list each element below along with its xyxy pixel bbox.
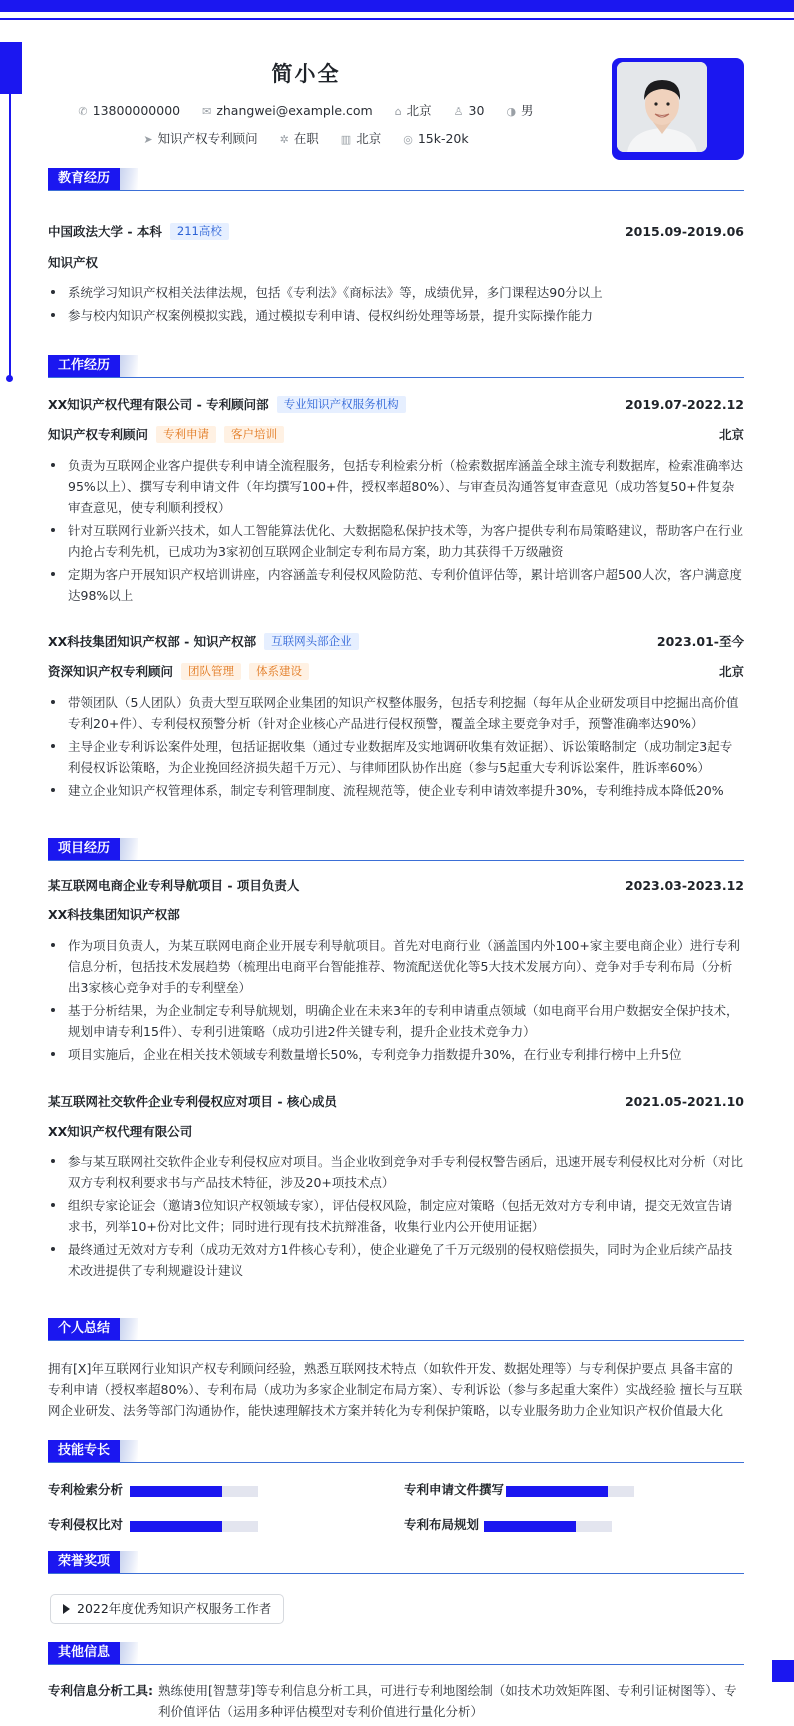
section-work	[48, 355, 744, 378]
top-accent-bar	[0, 0, 794, 12]
award-text: 2022年度优秀知识产权服务工作者	[77, 1601, 272, 1616]
contact-row	[0, 101, 612, 119]
other-info-label: 专利信息分析工具:	[48, 1683, 153, 1698]
contact-email: ✉ zhangwei@example.com	[202, 103, 373, 118]
skill-level-fill	[506, 1486, 608, 1497]
skill-level-fill	[484, 1521, 576, 1532]
education-bullets	[48, 282, 744, 328]
project-header	[48, 876, 744, 896]
section-summary	[48, 1318, 744, 1341]
mail-icon: ✉	[202, 105, 212, 118]
other-info-item	[48, 1680, 744, 1722]
skill-name: 专利申请文件撰写	[404, 1482, 505, 1497]
company-tag: 专业知识产权服务机构	[277, 396, 406, 413]
list-item: 作为项目负责人，为某互联网电商企业开展专利导航项目。首先对电商行业（涵盖国内外100+家主要电商企业）进行专利信息分析，包括技术发展趋势（梳理出电商平台智能推荐、物流配送优化等5大技术发展方向）、竞争对手专利布局（分析出3家核心竞争对手的专利壁垒）	[48, 935, 744, 998]
cake-icon: ♙	[453, 105, 464, 118]
work-city: 北京	[718, 664, 744, 679]
work-bullets	[48, 692, 744, 803]
skill-level-bar	[130, 1486, 258, 1497]
role-name: 知识产权专利顾问	[48, 427, 149, 442]
list-item: 针对互联网行业新兴技术，如人工智能算法优化、大数据隐私保护技术等，为客户提供专利布局策略建议，帮助客户在行业内抢占专利先机，已成功为3家初创互联网企业制定专利布局方案，助力其获得千万级融资	[48, 520, 744, 562]
award-item	[50, 1594, 284, 1624]
skill-level-bar	[506, 1486, 634, 1497]
project-org: XX知识产权代理有限公司	[48, 1124, 193, 1139]
company-name: XX科技集团知识产权部 - 知识产权部	[48, 634, 257, 649]
role-name: 资深知识产权专利顾问	[48, 664, 174, 679]
gender-icon: ◑	[506, 105, 517, 118]
skill-item	[48, 1480, 123, 1500]
role-tag: 团队管理	[181, 663, 241, 680]
intent-position: ➤ 知识产权专利顾问	[143, 131, 258, 146]
contact-location: ⌂ 北京	[394, 103, 432, 118]
work-city: 北京	[718, 427, 744, 442]
coin-icon: ◎	[403, 133, 413, 146]
work-header	[48, 632, 744, 652]
home-icon: ⌂	[394, 105, 402, 118]
work-header	[48, 395, 744, 415]
work-bullets	[48, 455, 744, 608]
role-tag: 体系建设	[249, 663, 309, 680]
building-icon: ▥	[340, 133, 352, 146]
skill-item	[404, 1480, 504, 1500]
project-bullets	[48, 1151, 744, 1283]
project-title: 某互联网社交软件企业专利侵权应对项目 - 核心成员	[48, 1094, 337, 1109]
avatar	[617, 62, 707, 152]
send-icon: ➤	[143, 133, 153, 146]
list-item: 组织专家论证会（邀请3位知识产权领域专家），评估侵权风险，制定应对策略（包括无效对方专利申请，提交无效宣告请求书，列举10+份对比文件；同时进行现有技术抗辩准备，收集行业内公开使用证据）	[48, 1195, 744, 1237]
section-other	[48, 1642, 744, 1665]
skill-level-fill	[130, 1486, 222, 1497]
skill-level-bar	[130, 1521, 258, 1532]
list-item: 主导企业专利诉讼案件处理，包括证据收集（通过专业数据库及实地调研收集有效证据）、诉讼策略制定（成功制定3起专利侵权诉讼策略，为企业挽回经济损失超千万元）、与律师团队协作出庭（参与5起重大专利诉讼案件，胜诉率60%）	[48, 736, 744, 778]
education-date: 2015.09-2019.06	[624, 224, 744, 239]
project-org: XX科技集团知识产权部	[48, 907, 180, 922]
school-tag: 211高校	[170, 223, 229, 240]
job-intent-row	[0, 129, 612, 147]
education-major-line	[48, 253, 744, 273]
skill-level-bar	[484, 1521, 612, 1532]
list-item: 系统学习知识产权相关法律法规，包括《专利法》《商标法》等，成绩优异，多门课程达90分以上	[48, 282, 744, 303]
project-org-line	[48, 905, 744, 925]
summary-text: 拥有[X]年互联网行业知识产权专利顾问经验，熟悉互联网技术特点（如软件开发、数据处理等）与专利保护要点 具备丰富的专利申请（授权率超80%）、专利布局（成功为多家企业制定布局方案）、专利诉讼（参与多起重大案件）实战经验 擅长与互联网企业研发、法务等部门沟通协作，能快速理解技术方案并转化为专利保护策略，以专业服务助力企业知识产权价值最大化	[48, 1361, 743, 1418]
section-projects	[48, 838, 744, 861]
skill-item	[48, 1515, 123, 1535]
contact-gender: ◑ 男	[506, 103, 534, 118]
left-accent-dot	[6, 375, 13, 382]
list-item: 带领团队（5人团队）负责大型互联网企业集团的知识产权整体服务，包括专利挖掘（每年从企业研发项目中挖掘出高价值专利20+件）、专利侵权预警分析（针对企业核心产品进行侵权预警，覆盖全球主要竞争对手，预警准确率达90%）	[48, 692, 744, 734]
section-title: 教育经历	[48, 168, 120, 190]
intent-salary: ◎ 15k-20k	[403, 131, 469, 146]
list-item: 最终通过无效对方专利（成功无效对方1件核心专利），使企业避免了千万元级别的侵权赔偿损失，同时为企业后续产品技术改进提供了专利规避设计建议	[48, 1239, 744, 1281]
project-date: 2023.03-2023.12	[624, 878, 744, 893]
section-title: 项目经历	[48, 838, 120, 860]
skill-name: 专利布局规划	[404, 1517, 480, 1532]
section-title: 荣誉奖项	[48, 1551, 120, 1573]
list-item: 基于分析结果，为企业制定专利导航规划，明确企业在未来3年的专利申请重点领域（如电商平台用户数据安全保护技术，规划申请专利15件）、专利引进策略（成功引进2件关键专利，提升企业技术竞争力）	[48, 1000, 744, 1042]
top-accent-line	[0, 18, 794, 20]
skill-name: 专利侵权比对	[48, 1517, 124, 1532]
project-org-line	[48, 1122, 744, 1142]
list-item: 定期为客户开展知识产权培训讲座，内容涵盖专利侵权风险防范、专利价值评估等，累计培训客户超500人次，客户满意度达98%以上	[48, 564, 744, 606]
list-item: 项目实施后，企业在相关技术领域专利数量增长50%，专利竞争力指数提升30%，在行业专利排行榜中上升5位	[48, 1044, 744, 1065]
role-tag: 专利申请	[156, 426, 216, 443]
intent-status: ✲ 在职	[279, 131, 319, 146]
list-item: 建立企业知识产权管理体系，制定专利管理制度、流程规范等，使企业专利申请效率提升30%，专利维持成本降低20%	[48, 780, 744, 801]
major: 知识产权	[48, 255, 99, 270]
project-header	[48, 1092, 744, 1112]
play-icon	[63, 1604, 70, 1614]
project-bullets	[48, 935, 744, 1067]
phone-icon: ✆	[78, 105, 88, 118]
section-title: 技能专长	[48, 1440, 120, 1462]
skill-name: 专利检索分析	[48, 1482, 124, 1497]
skill-item	[404, 1515, 479, 1535]
list-item: 负责为互联网企业客户提供专利申请全流程服务，包括专利检索分析（检索数据库涵盖全球主流专利数据库，检索准确率达95%以上）、撰写专利申请文件（年均撰写100+件，授权率超80%）、与审查员沟通答复审查意见（成功答复50+件复杂审查意见，使专利顺利授权）	[48, 455, 744, 518]
project-title: 某互联网电商企业专利导航项目 - 项目负责人	[48, 878, 300, 893]
school-name: 中国政法大学 - 本科	[48, 224, 162, 239]
section-awards	[48, 1551, 744, 1574]
section-title: 个人总结	[48, 1318, 120, 1340]
section-education	[48, 168, 744, 191]
work-date: 2019.07-2022.12	[624, 397, 744, 412]
right-accent-block	[772, 1660, 794, 1682]
list-item: 参与某互联网社交软件企业专利侵权应对项目。当企业收到竞争对手专利侵权警告函后，迅速开展专利侵权比对分析（对比双方专利权利要求书与产品技术特征，涉及20+项技术点）	[48, 1151, 744, 1193]
section-title: 工作经历	[48, 355, 120, 377]
intent-city: ▥ 北京	[340, 131, 382, 146]
education-header	[48, 222, 744, 242]
work-role-line	[48, 662, 744, 682]
skill-level-fill	[130, 1521, 222, 1532]
section-skills	[48, 1440, 744, 1463]
gear-icon: ✲	[279, 133, 289, 146]
work-date: 2023.01-至今	[656, 634, 744, 649]
other-info-value: 熟练使用[智慧芽]等专利信息分析工具，可进行专利地图绘制（如技术功效矩阵图、专利引证树图等）、专利价值评估（运用多种评估模型对专利价值进行量化分析）	[158, 1683, 737, 1719]
company-tag: 互联网头部企业	[264, 633, 359, 650]
company-name: XX知识产权代理有限公司 - 专利顾问部	[48, 397, 269, 412]
candidate-name: 简小全	[271, 62, 341, 86]
project-date: 2021.05-2021.10	[624, 1094, 744, 1109]
work-role-line	[48, 425, 744, 445]
contact-age: ♙ 30	[453, 103, 485, 118]
role-tag: 客户培训	[224, 426, 284, 443]
list-item: 参与校内知识产权案例模拟实践，通过模拟专利申请、侵权纠纷处理等场景，提升实际操作能力	[48, 305, 744, 326]
section-title: 其他信息	[48, 1642, 120, 1664]
contact-phone: ✆ 13800000000	[78, 103, 181, 118]
